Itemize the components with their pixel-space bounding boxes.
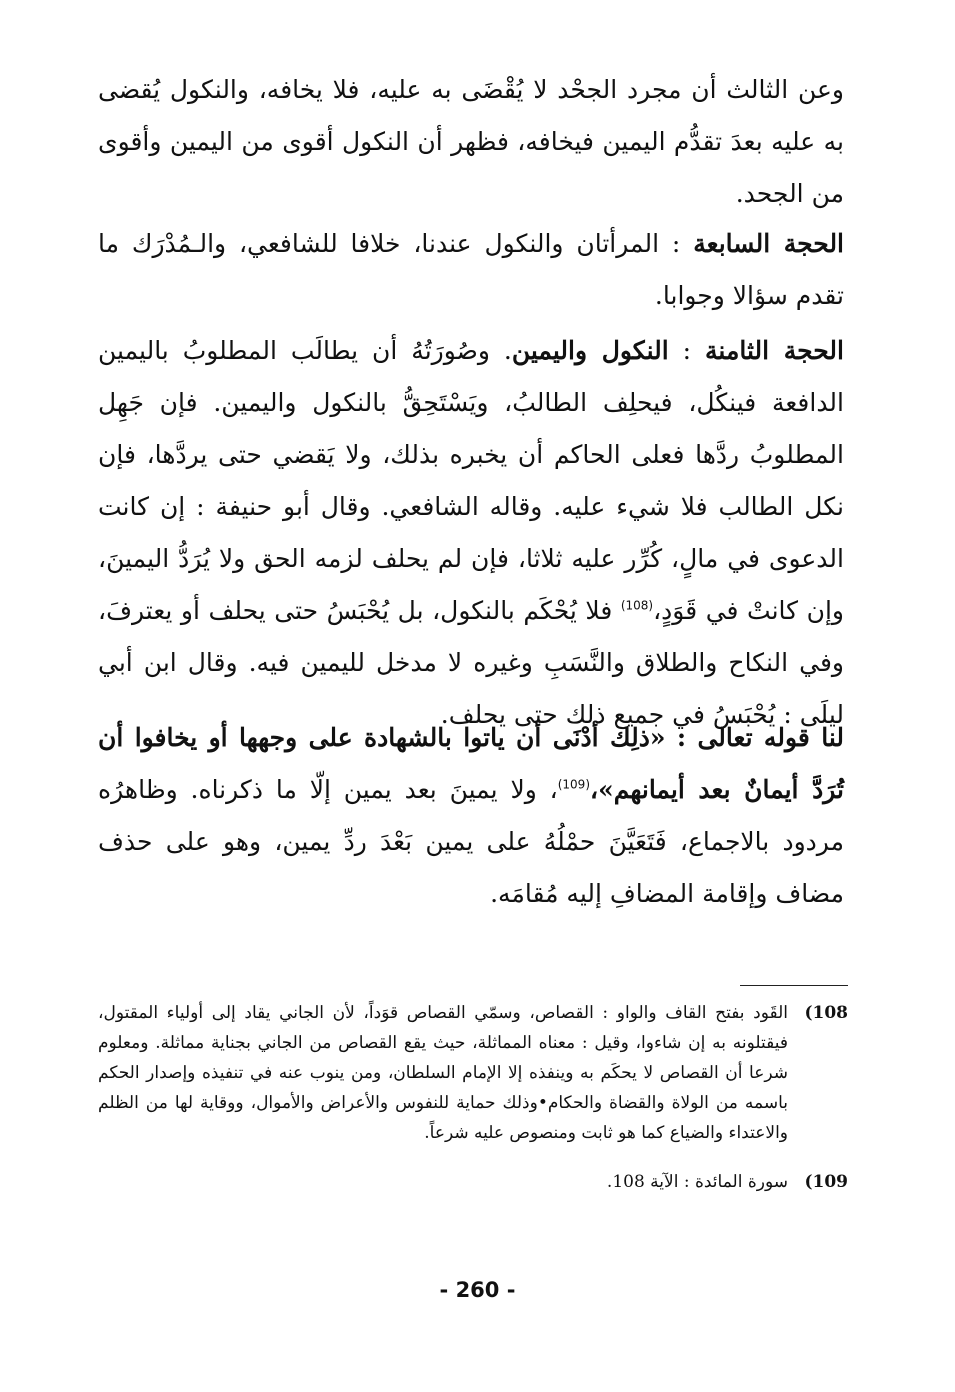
page-number: - 260 -	[439, 1278, 516, 1302]
separator-text: :	[668, 336, 705, 365]
footnote-ref-108[interactable]: (108)	[620, 598, 654, 613]
paragraph-text: وعن الثالث أن مجرد الجحْد لا يُقْضَى به عليه، فلا يخافه، والنكول يُقضى به عليه بعدَ تقدُّم اليمين فيخافه، فظهر أن النكول أقوى من اليمين وأقوى من الجحد.	[98, 75, 844, 208]
footnote-text: القَود بفتح القاف والواو : القصاص، وسمّي القصاص قوَداً، لأن الجاني يقاد إلى أولياء المقتول، فيقتلونه به إن شاءوا، وقيل : معناه المماثلة، حيث يقع القصاص من الجاني بجناية مماثلة. ومعلوم شرعا أن القصاص لا يحكَم به وينفذه إلا الإمام السلطان، ومن ينوب عنه في تنفيذه وإصدار الحكم باسمه من الولاة والقضاة والحكام•وذلك حماية للنفوس والأعراض والأموال، ووقاية لها من الظلم والاعتداء والضياع كما هو ثابت ومنصوص عليه شرعاً.	[98, 1003, 788, 1143]
paragraph-text: ، ولا يمينَ بعد يمين إلّا ما ذكرناه. وظاهرُه مردود بالاجماع، فَتَعَيَّنَ حمْلُهُ على يمين بَعْدَ ردِّ يمين، وهو على حذف مضاف وإقامة المضافِ إليه مُقامَه.	[98, 775, 844, 908]
footnote-number: (108	[804, 1003, 848, 1023]
argument-heading: الحجة الثامنة	[705, 336, 844, 365]
paragraph-text: . وصُورَتُهُ أن يطالَب المطلوبُ باليمين الدافعة فينكُل، فيحلِف الطالبُ، ويَسْتَحِقُّ بالنكول واليمين. فإن جَهِل المطلوبُ ردَّها فعلى الحاكم أن يخبره بذلك، ولا يَقضي حتى يردَّها، فإن نكل الطالب فلا شيء عليه. وقاله الشافعي. وقال أبو حنيفة : إن كانت الدعوى في مالٍ، كُرِّر عليه ثلاثا، فإن لم يحلف لزمه الحق ولا يُرَدُّ اليمينَ، وإن كانتْ في قَوَدٍ،	[98, 336, 844, 625]
argument-topic: النكول واليمين	[511, 336, 669, 365]
argument-heading: الحجة السابعة	[693, 229, 845, 258]
quran-quote: لنا قوله تعالى : «ذلِك أدْنَى أن ياتوا بالشهادة على وجهها أو يخافوا أن تُرَدَّ أيمانٌ بعد أيمانهم»،	[98, 723, 844, 804]
paragraph-seventh-argument	[98, 218, 844, 322]
paragraph-eighth-argument	[98, 325, 844, 741]
footnote-text: سورة المائدة : الآية 108.	[606, 1172, 788, 1192]
footnote-divider	[740, 985, 848, 986]
footnote-ref-109[interactable]: (109)	[557, 777, 590, 792]
paragraph-text: : المرأتان والنكول عندنا، خلافا للشافعي، والـمُدْرَك ما تقدم سؤالا وجوابا.	[98, 229, 844, 310]
footnote-number: (109	[804, 1172, 848, 1192]
paragraph-quran-evidence	[98, 712, 844, 920]
footnote-108	[98, 998, 848, 1148]
paragraph-text: فلا يُحْكَم بالنكول، بل يُحْبَسُ حتى يحلف أو يعترفَ، وفي النكاح والطلاق والنَّسَبِ وغيره لا مدخل لليمين فيه. وقال ابن أبي ليلَى : يُحْبَسُ في جميع ذلك حتى يحلف.	[98, 596, 844, 729]
paragraph-third-answer	[98, 64, 844, 220]
footnote-109	[98, 1167, 848, 1197]
